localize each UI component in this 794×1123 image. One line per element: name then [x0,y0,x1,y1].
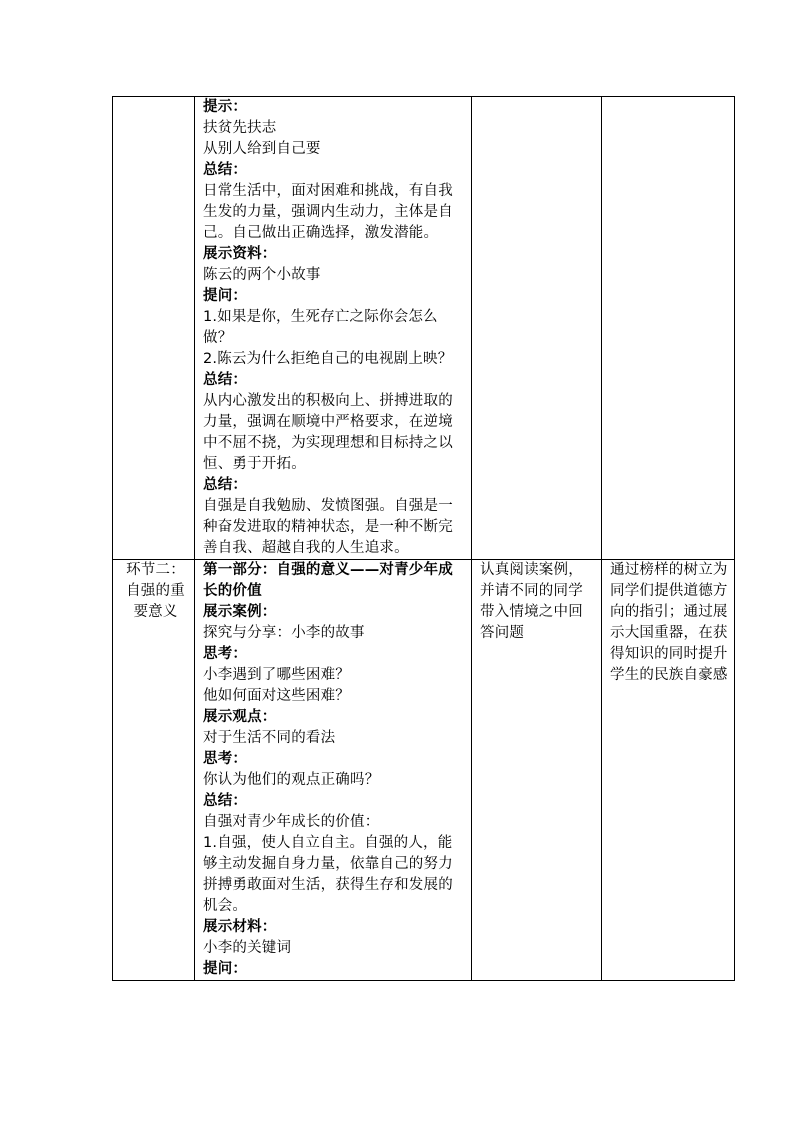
content-line: 陈云的两个小故事 [203,267,321,283]
content-line: 总结： [203,372,248,388]
content-line: 总结： [203,477,248,493]
content-line: 他如何面对这些困难？ [203,688,350,704]
content-line: 展示材料： [203,919,277,935]
table-row [113,97,735,560]
content-line: 1.如果是你，生死存亡之际你会怎么做？ [203,309,438,346]
content-line: 2.陈云为什么拒绝自己的电视剧上映？ [203,351,453,367]
content-line: 自强是自我勉励、发愤图强。自强是一种奋发进取的精神状态，是一种不断完善自我、超越自我的人生追求。 [203,498,453,556]
content-line: 总结： [203,793,248,809]
content-line: 小李的关键词 [203,940,292,956]
content-cell [195,97,472,560]
content-line: 提问： [203,288,248,304]
content-line: 日常生活中，面对困难和挑战，有自我生发的力量，强调内生动力，主体是自己。自己做出正确选择，激发潜能。 [203,183,453,241]
content-line: 1.自强，使人自立自主。自强的人，能够主动发掘自身力量，依靠自己的努力拼搏勇敢面对生活，获得生存和发展的机会。 [203,835,453,914]
content-line: 从内心激发出的积极向上、拼搏进取的力量，强调在顺境中严格要求，在逆境中不屈不挠，为实现理想和目标持之以恒、勇于开拓。 [203,393,453,472]
student-activity-cell [472,97,602,560]
content-line: 提示： [203,99,248,115]
content-line: 总结： [203,162,248,178]
content-line: 探究与分享：小李的故事 [203,625,365,641]
content-line: 展示资料： [203,246,277,262]
content-cell [195,560,472,981]
content-line: 思考： [203,646,248,662]
content-line: 对于生活不同的看法 [203,730,336,746]
content-line: 提问： [203,961,248,977]
lesson-plan-table [112,96,735,981]
content-line: 小李遇到了哪些困难？ [203,667,350,683]
stage-cell: 环节二：自强的重要意义 [113,560,195,981]
content-line: 从别人给到自己要 [203,141,321,157]
student-activity-cell: 认真阅读案例，并请不同的同学带入情境之中回答问题 [472,560,602,981]
content-line: 展示观点： [203,709,277,725]
content-line: 思考： [203,751,248,767]
content-line: 你认为他们的观点正确吗？ [203,772,380,788]
content-line: 扶贫先扶志 [203,120,277,136]
table-row [113,560,735,981]
design-intent-cell: 通过榜样的树立为同学们提供道德方向的指引；通过展示大国重器，在获得知识的同时提升学生的民族自豪感 [602,560,735,981]
content-line: 第一部分：自强的意义——对青少年成长的价值 [203,562,453,599]
design-intent-cell [602,97,735,560]
content-line: 自强对青少年成长的价值： [203,814,380,830]
content-line: 展示案例： [203,604,277,620]
stage-cell [113,97,195,560]
